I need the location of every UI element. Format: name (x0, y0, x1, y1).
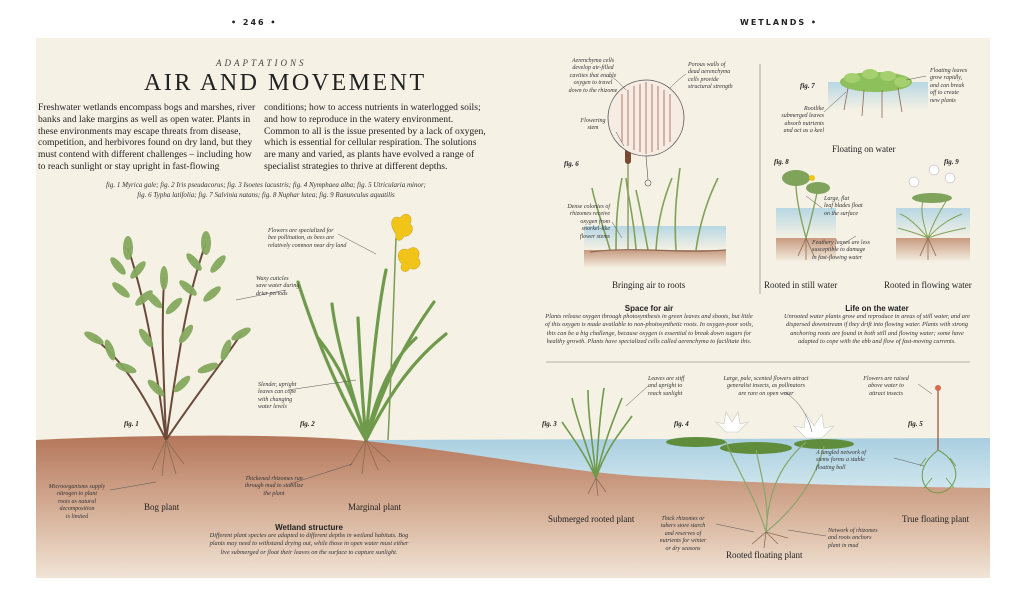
life-on-water-title: Life on the water (845, 304, 909, 313)
fig-5-label: fig. 5 (908, 420, 923, 428)
note-raised-flowers: Flowers are raised above water to attract insects (863, 376, 909, 397)
intro-column-1: Freshwater wetlands encompass bogs and marshes, river banks and lake margins as well as open water. Plants in these environments may escape threats from disease, competition, and herbivores found on dry land, but they must contend with different challenges – including how to reach sunlight or stay upright in fast-flowing (38, 102, 256, 172)
note-floating-leaves: Floating leaves grow rapidly, and can break off to create new plants (930, 68, 968, 104)
note-iris-pollination: Flowers are specialized for bee pollination, as bees are relatively common near dry land (268, 228, 347, 249)
section-running-head: WETLANDS • (740, 18, 819, 27)
caption-submerged-plant: Submerged rooted plant (548, 514, 635, 524)
wetland-structure-block (154, 523, 464, 557)
caption-air-to-roots: Bringing air to roots (612, 280, 686, 290)
page-title: AIR AND MOVEMENT (144, 70, 427, 96)
caption-floating-water: Floating on water (832, 144, 896, 154)
space-for-air-block (534, 304, 764, 347)
note-rootlike-leaves: Rootlike submerged leaves absorb nutrients and act as a keel (781, 106, 824, 135)
life-on-water-block (766, 304, 988, 347)
fig-3-label: fig. 3 (542, 420, 557, 428)
fig-2-label: fig. 2 (300, 420, 315, 428)
note-thick-rhizomes: Thick rhizomes or tubers store starch and reserves of nutrients for winter or dry seasons (659, 516, 707, 552)
fig-8-label: fig. 8 (774, 158, 789, 166)
fig-6-label: fig. 6 (564, 160, 579, 168)
note-slender-leaves: Slender, upright leaves can cope with changing water levels (258, 382, 297, 411)
wetland-structure-text: Different plant species are adapted to different depths in wetland habitats. Bog plants may need to withstand drying out, while those in open water must either live submerged or float their leaves on the surface to capture sunlight. (209, 532, 409, 556)
flowing-water-illustration (896, 165, 970, 262)
fig-7-label: fig. 7 (800, 82, 815, 90)
caption-true-floating: True floating plant (902, 514, 970, 524)
note-dense-rhizomes: Dense colonies of rhizomes receive oxygen from snorkel-like flower stems (567, 204, 610, 240)
caption-rooted-floating: Rooted floating plant (726, 550, 803, 560)
figure-species-list: fig. 1 Myrica gale; fig. 2 Iris pseudacorus; fig. 3 Isoetes lacustris; fig. 4 Nymphaea alba; fig. 5 Utricularia minor; fig. 6 Typha latifolia; fig. 7 Salvinia natans; fig. 8 Nuphar lutea; fig. 9 Ranunculus aquatilis (105, 181, 427, 199)
note-scented-flowers: Large, pale, scented flowers attract generalist insects, as pollinators are rare on open water (723, 376, 809, 397)
caption-flowing-water: Rooted in flowing water (884, 280, 972, 290)
space-for-air-title: Space for air (624, 304, 674, 313)
note-feathery-leaves: Feathery leaves are less susceptible to damage in fast-flowing water (812, 240, 870, 261)
caption-still-water: Rooted in still water (764, 280, 838, 290)
note-flowering-stem: Flowering stem (580, 118, 606, 132)
fig-4-label: fig. 4 (674, 420, 689, 428)
caption-bog-plant: Bog plant (144, 502, 180, 512)
life-on-water-text: Unrooted water plants grow and reproduce in areas of still water, and are dispersed downstream if they drift into flowing water. Plants with strong anchoring roots are found in both still and flowing water; some have adapted to cope with the ebb and flow of fast-moving currents. (784, 313, 970, 346)
note-aerenchyma: Aerenchyma cells develop air-filled cavities that enable oxygen to travel down to the rhizome (568, 58, 618, 94)
fig-9-label: fig. 9 (944, 158, 959, 166)
caption-marginal-plant: Marginal plant (348, 502, 402, 512)
note-porous-walls: Porous walls of dead aerenchyma cells provide structural strength (688, 62, 733, 91)
note-microorganisms: Microorganisms supply nitrogen to plant roots as natural decomposition is limited (48, 484, 106, 520)
note-stiff-leaves: Leaves are stiff and upright to reach sunlight (648, 376, 685, 397)
floating-on-water-illustration (828, 69, 928, 118)
note-tangled-stems: A tangled network of stems forms a stable floating ball (816, 450, 867, 471)
spread-page (36, 38, 990, 578)
note-large-flat-leaf: Large, flat leaf blades float on the surface (824, 196, 863, 217)
marginal-plant-illustration (298, 214, 446, 474)
intro-column-2: conditions; how to access nutrients in waterlogged soils; and how to reproduce in the watery environment. Common to all is the issue presented by a lack of oxygen, which is essential for cellular respiration. The solutions are many and varied, as plants have evolved a range of specialist strategies to thrive at different depths. (264, 102, 486, 172)
section-kicker: ADAPTATIONS (216, 58, 307, 68)
page-number: • 246 • (231, 18, 278, 27)
wetland-structure-title: Wetland structure (275, 523, 343, 532)
note-rhizome-network: Network of rhizomes and roots anchors plant in mud (828, 528, 878, 549)
space-for-air-text: Plants release oxygen through photosynthesis in green leaves and shoots, but little of this oxygen is made available to non-photosynthetic roots. In oxygen-poor soils, this can be a big challenge, because oxygen is essential to break down sugars for healthy growth. Plants have specialized cells called aerenchyma to facilitate this. (544, 313, 754, 346)
fig-1-label: fig. 1 (124, 420, 139, 428)
note-thickened-rhizomes: Thickened rhizomes run through mud to stabilize the plant (244, 476, 304, 497)
note-waxy-cuticles: Waxy cuticles save water during drier periods (256, 276, 300, 297)
